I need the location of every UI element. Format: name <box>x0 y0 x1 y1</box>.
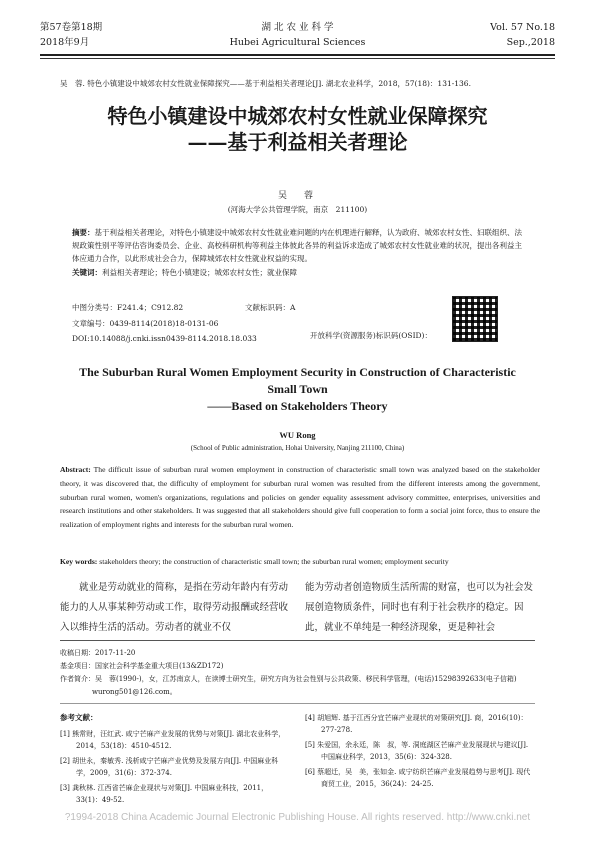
title-en-line2: Small Town <box>267 382 328 396</box>
author-en: WU Rong <box>279 430 316 440</box>
reference-item: [3] 龚秋林. 江西省芒麻企业现状与对策[J]. 中国麻业科技，2011，33(1)：49-52. <box>60 784 269 804</box>
volume-date: Sep.,2018 <box>506 37 555 48</box>
article-number <box>72 318 218 329</box>
references-heading: 参考文献： <box>60 713 98 722</box>
doc-code-label: 文献标识码： <box>245 303 290 312</box>
osid-label: 开放科学(资源服务)标识码(OSID)： <box>310 331 432 340</box>
reference-item: [4] 胡旭辉. 基于江西分宜芒麻产业现状的对策研究[J]. 商，2016(10)：277-278. <box>305 714 528 734</box>
abstract-cn <box>72 226 522 279</box>
header-rule-thin <box>40 58 555 59</box>
keywords-cn-text: 利益相关者理论；特色小镇建设；城郊农村女性；就业保障 <box>102 267 297 277</box>
title-en-line1: The Suburban Rural Women Employment Security in Construction of Characteristic <box>79 365 516 379</box>
footnote-email: wurong501@126.com。 <box>92 688 177 696</box>
affiliation-cn: (河海大学公共管理学院，南京 211100) <box>227 205 368 214</box>
footnote-rule <box>60 640 535 641</box>
doc-code <box>245 302 295 313</box>
references-right-column <box>305 712 535 793</box>
title-cn-subtitle: ——基于利益相关者理论 <box>187 130 408 154</box>
copyright-footer: ?1994-2018 China Academic Journal Electronic Publishing House. All rights reserved. http://www.cnki.net <box>64 812 531 823</box>
issue-date: 2018年9月 <box>40 37 90 48</box>
clc-number <box>72 302 183 313</box>
journal-volume-en <box>490 20 555 50</box>
abstract-en <box>60 463 540 532</box>
qr-code-icon[interactable] <box>452 296 498 342</box>
abstract-cn-text: 基于利益相关者理论，对特色小镇建设中城郊农村女性就业难问题的内在机理进行解释，认为政府、城郊农村女性、妇联组织、法规政策性别平等评估咨询委员会、企业、高校科研机构等利益主体彼此各异的利益诉求造成了城郊农村女性就业难的状况，提出各利益主体应通力合作，以此形成社会合力，保障城郊农村女性就业权益的实现。 <box>72 228 522 264</box>
article-no-label: 文章编号： <box>72 319 110 328</box>
abstract-cn-label: 摘要： <box>72 228 95 237</box>
issue-volume: 第57卷第18期 <box>40 22 103 33</box>
keywords-en-label: Key words: <box>60 557 98 566</box>
keywords-cn-label: 关键词： <box>72 267 102 277</box>
abstract-en-label: Abstract: <box>60 465 91 474</box>
title-en-subtitle: ——Based on Stakeholders Theory <box>207 399 388 413</box>
footnote-fund: 基金项目：国家社会科学基金重大项目(13&ZD172) <box>60 662 224 670</box>
references-rule <box>60 703 535 704</box>
footnote-author: 作者简介：吴 蓉(1990-)，女，江苏南京人，在读博士研究生，研究方向为社会性别与公共政策、移民科学管理，(电话)15298392633(电子信箱) <box>60 675 517 683</box>
header-rule-thick <box>40 54 555 56</box>
body-text-right: 能为劳动者创造物质生活所需的财富，也可以为社会发展创造物质条件，同时也有利于社会秩序的稳定。因此，就业不单纯是一种经济现象，更是种社会 <box>305 582 534 633</box>
affiliation-en: (School of Public administration, Hohai University, Nanjing 211100, China) <box>190 444 405 452</box>
reference-item: [5] 朱爱国，余永廷，陈 叔，等. 洞庭湖区芒麻产业发展现状与建议[J]. 中国麻业科学，2013，35(6)：324-328. <box>305 741 529 761</box>
references-left-column <box>60 728 290 809</box>
journal-name-en: Hubei Agricultural Sciences <box>229 37 366 48</box>
footnote-received: 收稿日期：2017-11-20 <box>60 649 136 657</box>
clc-label: 中图分类号： <box>72 303 117 312</box>
doi-line: DOI:10.14088/j.cnki.issn0439-8114.2018.18.033 <box>72 334 257 343</box>
keywords-en <box>60 557 540 566</box>
journal-name-cn: 湖 北 农 业 科 学 <box>261 22 334 33</box>
reference-item: [6] 蔡超迁，吴 美，张如金. 咸宁纺织芒麻产业发展趋势与思考[J]. 现代商贸工业，2015，36(24)：24-25. <box>305 768 531 788</box>
article-no-value: 0439-8114(2018)18-0131-06 <box>109 319 219 328</box>
keywords-en-text: stakeholders theory; the construction of characteristic small town; the suburban rural women; employment security <box>99 557 449 566</box>
citation-line: 吴 蓉. 特色小镇建设中城郊农村女性就业保障探究——基于利益相关者理论[J]. 湖北农业科学，2018，57(18)：131-136. <box>60 79 471 88</box>
title-cn-main: 特色小镇建设中城郊农村女性就业保障探究 <box>107 104 488 128</box>
clc-value: F241.4；C912.82 <box>117 303 184 312</box>
volume-number: Vol. 57 No.18 <box>490 22 555 33</box>
abstract-en-text: The difficult issue of suburban rural women employment in construction of characteristic small town was analyzed based on the stakeholder theory, it was discovered that, the difficulty of employment for suburban rural women was resulted from the different interests among the government, suburban rural women, women's organizations, regulations and policies on gender equality assessment advisory committee, enterprises, universities and research institutions and other stakeholders. It was suggested that all stakeholders should give full cooperation to form a social joint force, thus to ensure the realization of employment rights and interests for the suburban rural women. <box>60 465 541 530</box>
reference-item: [2] 胡世永，秦敏秀. 浅析咸宁芒麻产业优势及发展方向[J]. 中国麻业科学，2009，31(6)：372-374. <box>60 757 279 777</box>
doc-code-value: A <box>290 303 296 312</box>
reference-item: [1] 熊常财，汪红武. 咸宁芒麻产业发展的优势与对策[J]. 湖北农业科学，2014，53(18)：4510-4512. <box>60 730 286 750</box>
author-cn: 吴 蓉 <box>277 191 317 201</box>
body-text-left: 就业是劳动就业的简称，是指在劳动年龄内有劳动能力的人从事某种劳动或工作，取得劳动报酬或经营收入以维持生活的活动。劳动者的就业不仅 <box>60 582 289 633</box>
